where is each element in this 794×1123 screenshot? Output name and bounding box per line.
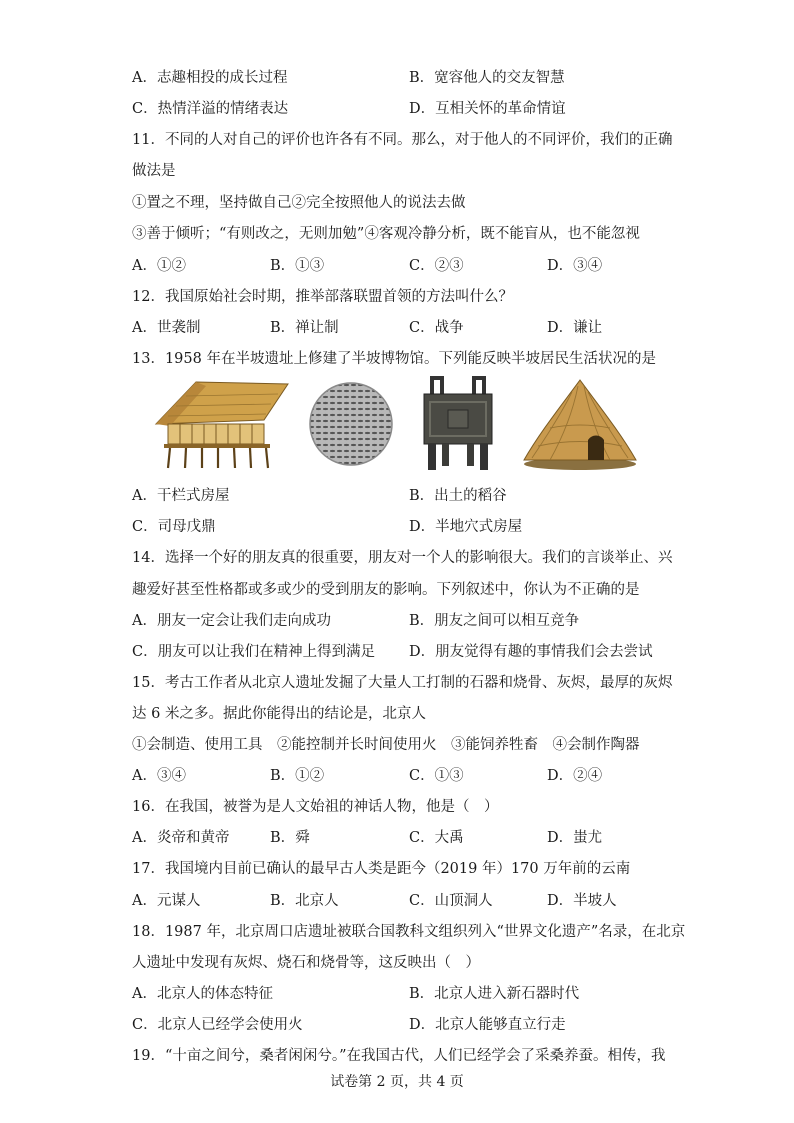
q15-option-a: A．③④ <box>132 768 186 784</box>
q10-option-b: B．宽容他人的交友智慧 <box>409 70 565 86</box>
q18-option-c: C．北京人已经学会使用火 <box>132 1017 303 1033</box>
q11-option-d: D．③④ <box>547 258 603 274</box>
q12-stem: 12．我国原始社会时期，推举部落联盟首领的方法叫什么？ <box>132 289 513 305</box>
q15-option-d: D．②④ <box>547 768 603 784</box>
rice-grains-image <box>308 376 394 472</box>
bronze-ding-image <box>418 376 498 472</box>
q10-option-c: C．热情洋溢的情绪表达 <box>132 101 289 117</box>
q12-option-c: C．战争 <box>409 320 464 336</box>
q13-option-d: D．半地穴式房屋 <box>409 519 523 535</box>
q17-option-c: C．山顶洞人 <box>409 893 493 909</box>
q13-option-b: B．出土的稻谷 <box>409 488 507 504</box>
q17-stem: 17．我国境内目前已确认的最早古人类是距今（2019 年）170 万年前的云南 <box>132 861 631 877</box>
q13-option-c: C．司母戊鼎 <box>132 519 216 535</box>
q15-items: ①会制造、使用工具 ②能控制并长时间使用火 ③能饲养牲畜 ④会制作陶器 <box>132 737 640 753</box>
q13-stem: 13．1958 年在半坡遗址上修建了半坡博物馆。下列能反映半坡居民生活状况的是 <box>132 351 656 367</box>
q10-option-d: D．互相关怀的革命情谊 <box>409 101 566 117</box>
q17-option-a: A．元谋人 <box>132 893 201 909</box>
q11-item-1: ①置之不理，坚持做自己②完全按照他人的说法去做 <box>132 195 466 211</box>
page-footer: 试卷第 2 页，共 4 页 <box>330 1074 464 1090</box>
q17-option-d: D．半坡人 <box>547 893 617 909</box>
q10-option-a: A．志趣相投的成长过程 <box>132 70 288 86</box>
semi-subterranean-house-image <box>520 376 640 472</box>
q16-option-c: C．大禹 <box>409 830 464 846</box>
q14-option-b: B．朋友之间可以相互竞争 <box>409 613 580 629</box>
q11-option-c: C．②③ <box>409 258 464 274</box>
q14-stem-cont: 趣爱好甚至性格都或多或少的受到朋友的影响。下列叙述中，你认为不正确的是 <box>132 582 640 598</box>
q15-stem-cont: 达 6 米之多。据此你能得出的结论是，北京人 <box>132 706 426 722</box>
q18-option-b: B．北京人进入新石器时代 <box>409 986 580 1002</box>
q12-option-a: A．世袭制 <box>132 320 201 336</box>
q18-option-d: D．北京人能够直立行走 <box>409 1017 566 1033</box>
q11-option-b: B．①③ <box>270 258 325 274</box>
q18-stem-cont: 人遗址中发现有灰烬、烧石和烧骨等，这反映出（ ） <box>132 955 480 971</box>
q14-option-c: C．朋友可以让我们在精神上得到满足 <box>132 644 376 660</box>
q11-stem-cont: 做法是 <box>132 163 176 179</box>
q11-item-2: ③善于倾听；“有则改之，无则加勉”④客观冷静分析，既不能盲从，也不能忽视 <box>132 226 640 242</box>
q15-option-b: B．①② <box>270 768 325 784</box>
q11-option-a: A．①② <box>132 258 186 274</box>
q18-option-a: A．北京人的体态特征 <box>132 986 273 1002</box>
q13-option-a: A．干栏式房屋 <box>132 488 230 504</box>
q13-figures <box>146 376 646 476</box>
q14-stem: 14．选择一个好的朋友真的很重要，朋友对一个人的影响很大。我们的言谈举止、兴 <box>132 550 673 566</box>
q12-option-b: B．禅让制 <box>270 320 339 336</box>
q12-option-d: D．谦让 <box>547 320 603 336</box>
q16-option-b: B．舜 <box>270 830 310 846</box>
q16-stem: 16．在我国，被誉为是人文始祖的神话人物，他是（ ） <box>132 799 499 815</box>
q15-option-c: C．①③ <box>409 768 464 784</box>
q14-option-d: D．朋友觉得有趣的事情我们会去尝试 <box>409 644 653 660</box>
q17-option-b: B．北京人 <box>270 893 339 909</box>
q19-stem: 19．“十亩之间兮，桑者闲闲兮。”在我国古代，人们已经学会了采桑养蚕。相传，我 <box>132 1048 666 1064</box>
q11-stem: 11．不同的人对自己的评价也许各有不同。那么，对于他人的不同评价，我们的正确 <box>132 132 673 148</box>
q16-option-a: A．炎帝和黄帝 <box>132 830 230 846</box>
q14-option-a: A．朋友一定会让我们走向成功 <box>132 613 331 629</box>
q16-option-d: D．蚩尤 <box>547 830 603 846</box>
q15-stem: 15．考古工作者从北京人遗址发掘了大量人工打制的石器和烧骨、灰烬，最厚的灰烬 <box>132 675 673 691</box>
stilt-house-image <box>146 376 296 472</box>
q18-stem: 18．1987 年，北京周口店遗址被联合国教科文组织列入“世界文化遗产”名录，在北京 <box>132 924 686 940</box>
